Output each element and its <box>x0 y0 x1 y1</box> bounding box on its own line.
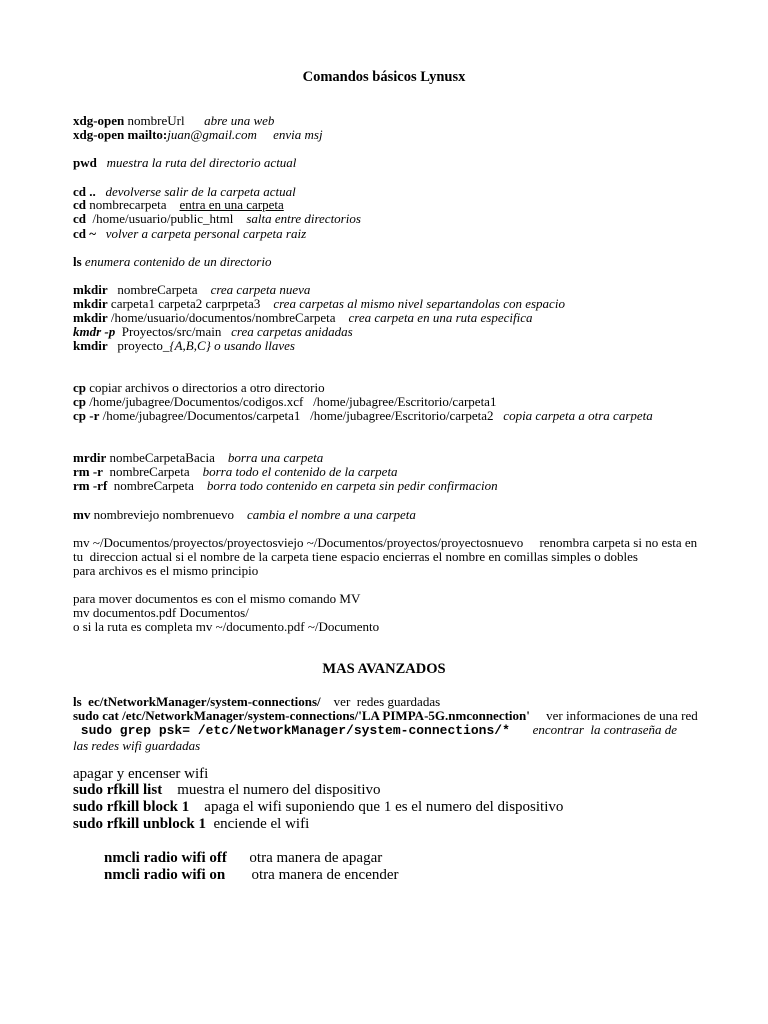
line-nmcli-on: nmcli radio wifi on otra manera de encender <box>104 867 399 883</box>
line-nmcli-off: nmcli radio wifi off otra manera de apagar <box>104 850 383 866</box>
line-xdg-open-mail: xdg-open mailto:juan@gmail.com envia msj <box>73 127 323 142</box>
line-grep-psk: sudo grep psk= /etc/NetworkManager/system-connections/* encontrar la contraseña de <box>73 722 678 738</box>
line-rfkill-block: sudo rfkill block 1 apaga el wifi suponiendo que 1 es el numero del dispositivo <box>73 799 564 815</box>
line-xdg-open-url: xdg-open nombreUrl abre una web <box>73 113 275 128</box>
paragraph-rename-2: tu direccion actual si el nombre de la carpeta tiene espacio encierras el nombre en comillas simples o dobles <box>73 549 638 564</box>
line-mkdir-braces: kmdir proyecto_{A,B,C} o usando llaves <box>73 338 295 353</box>
paragraph-rename-1: mv ~/Documentos/proyectos/proyectosviejo ~/Documentos/proyectos/proyectosnuevo renombra carpeta si no esta en <box>73 535 698 550</box>
paragraph-move-3: o si la ruta es completa mv ~/documento.pdf ~/Documento <box>73 619 380 634</box>
line-cd-path: cd /home/usuario/public_html salta entre directorios <box>73 211 361 226</box>
line-mkdir-path: mkdir /home/usuario/documentos/nombreCarpeta crea carpeta en una ruta especifica <box>73 310 533 325</box>
line-pwd: pwd muestra la ruta del directorio actual <box>73 155 297 170</box>
line-mkdir-nested: kmdr -p Proyectos/src/main crea carpetas anidadas <box>73 324 353 339</box>
line-mkdir-multi: mkdir carpeta1 carpeta2 carprpeta3 crea carpetas al mismo nivel separtandolas con espacio <box>73 296 565 311</box>
paragraph-move-1: para mover documentos es con el mismo comando MV <box>73 591 361 606</box>
paragraph-rename-3: para archivos es el mismo principio <box>73 563 259 578</box>
line-mv: mv nombreviejo nombrenuevo cambia el nombre a una carpeta <box>73 507 416 522</box>
line-rmdir: mrdir nombeCarpetaBacia borra una carpeta <box>73 450 324 465</box>
line-ls-networks: ls ec/tNetworkManager/system-connections/ ver redes guardadas <box>73 694 441 709</box>
line-cd-up: cd .. devolverse salir de la carpeta actual <box>73 184 296 199</box>
line-grep-psk-cont: las redes wifi guardadas <box>73 738 201 753</box>
line-mkdir-single: mkdir nombreCarpeta crea carpeta nueva <box>73 282 311 297</box>
line-cp-file: cp /home/jubagree/Documentos/codigos.xcf /home/jubagree/Escritorio/carpeta1 <box>73 394 497 409</box>
line-rm-rf: rm -rf nombreCarpeta borra todo contenido en carpeta sin pedir confirmacion <box>73 478 498 493</box>
line-cat-network: sudo cat /etc/NetworkManager/system-connections/'LA PIMPA-5G.nmconnection' ver informaciones de una red <box>73 708 698 723</box>
line-wifi-heading: apagar y encenser wifi <box>73 766 209 782</box>
line-cp-intro: cp copiar archivos o directorios a otro directorio <box>73 380 325 395</box>
paragraph-move-2: mv documentos.pdf Documentos/ <box>73 605 249 620</box>
line-cd-home: cd ~ volver a carpeta personal carpeta raiz <box>73 226 307 241</box>
line-cd-folder: cd nombrecarpeta entra en una carpeta <box>73 197 284 212</box>
line-ls: ls enumera contenido de un directorio <box>73 254 272 269</box>
line-rfkill-unblock: sudo rfkill unblock 1 enciende el wifi <box>73 816 310 832</box>
section-title-advanced: MAS AVANZADOS <box>322 661 446 677</box>
document-title: Comandos básicos Lynusx <box>302 69 466 85</box>
line-rm-r: rm -r nombreCarpeta borra todo el contenido de la carpeta <box>73 464 398 479</box>
line-cp-folder: cp -r /home/jubagree/Documentos/carpeta1 /home/jubagree/Escritorio/carpeta2 copia carpeta a otra carpeta <box>73 408 653 423</box>
line-rfkill-list: sudo rfkill list muestra el numero del dispositivo <box>73 782 381 798</box>
